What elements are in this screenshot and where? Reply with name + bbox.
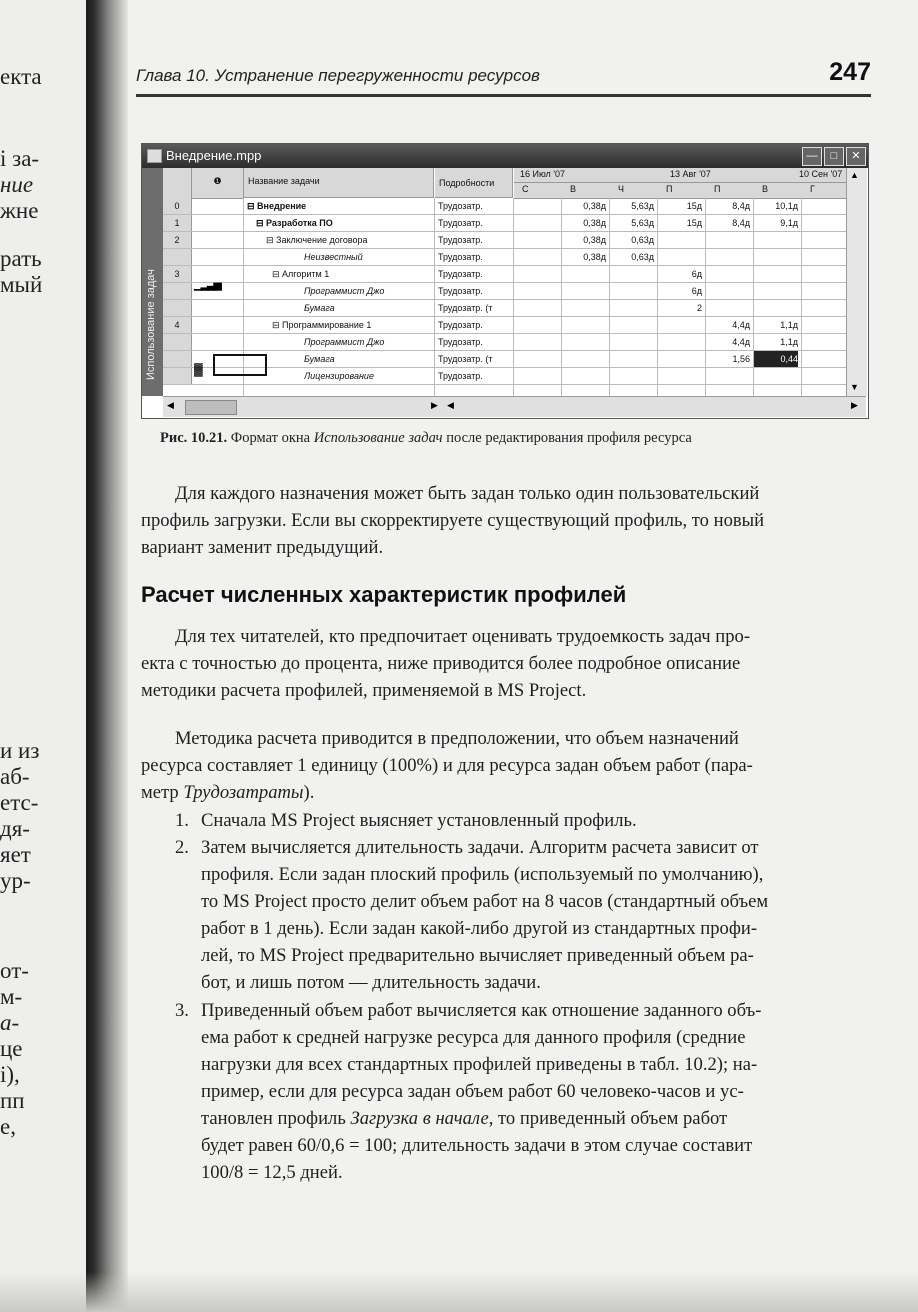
left-margin-line: ние [0,172,34,197]
work-value-cell[interactable] [514,232,558,248]
work-value-cell[interactable] [514,334,558,350]
task-row[interactable] [163,266,846,283]
list-number: 3. [175,1000,189,1021]
task-name-cell[interactable]: Неизвестный [304,252,363,262]
list-item-line: лей, то MS Project предварительно вычисляет приведенный объем ра- [201,945,754,966]
figure-caption [160,430,692,447]
row-id [163,351,192,367]
paragraph-line: екта с точностью до процента, ниже приводится более подробное описание [141,653,741,674]
row-id: 0 [163,198,192,214]
paragraph-line [141,782,314,804]
left-margin-line: і), [0,1062,20,1087]
details-cell[interactable]: Трудозатр. [438,320,483,330]
work-value-cell[interactable]: 0,38д [583,235,606,245]
timescale-header [514,168,846,199]
work-value-cell[interactable] [802,232,846,248]
list-item-line: будет равен 60/0,6 = 100; длительность задачи в этом случае составит [201,1135,753,1156]
left-margin-line: яет [0,842,31,867]
info-icon: ❶ [213,176,222,186]
work-value-cell[interactable] [562,266,606,282]
paragraph-line: Методика расчета приводится в предположении, что объем назначений [175,728,739,749]
work-value-cell[interactable]: 2 [696,303,702,313]
task-name-cell[interactable]: Программист Джо [304,337,385,347]
left-margin-line: м- [0,984,23,1009]
list-item-line: Сначала MS Project выясняет установленный профиль. [201,810,637,831]
figure-label: Рис. 10.21. [160,430,228,446]
text-run: тановлен профиль [201,1108,346,1129]
list-item-line: нагрузки для всех стандартных профилей приведены в табл. 10.2); на- [201,1054,758,1075]
view-bar [142,168,163,396]
work-value-cell[interactable] [514,266,558,282]
left-margin-line: аб- [0,764,30,789]
close-button[interactable]: ✕ [846,147,866,166]
work-value-cell[interactable]: 0,38д [583,218,606,228]
details-cell[interactable]: Трудозатр. [438,371,483,381]
work-value-cell[interactable] [514,317,558,333]
list-item-line: профиля. Если задан плоский профиль (используемый по умолчанию), [201,864,764,885]
text-run: ). [303,782,315,803]
work-value-cell[interactable] [706,283,750,299]
work-value-cell[interactable] [658,232,702,248]
left-margin-line: е, [0,1114,16,1139]
work-value-cell[interactable] [610,334,654,350]
task-row[interactable] [163,198,846,215]
timescale-week-label: 13 Авг '07 [670,169,711,179]
left-margin-line: екта [0,64,42,89]
bar-graph-indicator-icon: ▁▂▃▅ [194,279,220,291]
work-value-cell[interactable] [754,266,798,282]
row-id: 2 [163,232,192,248]
work-value-cell[interactable] [706,232,750,248]
work-value-cell[interactable] [562,368,606,384]
details-cell[interactable]: Трудозатр. [438,218,483,228]
task-row[interactable] [163,249,846,266]
row-id [163,283,192,299]
task-row[interactable] [163,215,846,232]
work-value-cell[interactable]: 9,1д [780,218,798,228]
task-name-column-header[interactable] [244,168,434,198]
timescale-day-label: В [570,184,577,194]
work-value-cell[interactable]: 6д [691,286,702,296]
work-value-cell[interactable] [514,198,558,214]
paragraph-line: Для каждого назначения может быть задан только один пользовательский [175,483,760,504]
work-value-cell[interactable] [706,368,750,384]
list-item-line: работ в 1 день). Если задан какой-либо другой из стандартных профи- [201,918,758,939]
text-run: , то приведенный объем работ [488,1108,728,1129]
work-value-cell[interactable]: 8,4д [732,218,750,228]
left-margin-line: етс- [0,790,39,815]
caption-text: после редактирования профиля ресурса [446,430,692,446]
list-item-line: 100/8 = 12,5 дней. [201,1162,343,1183]
left-margin-line: жне [0,198,39,223]
left-margin-line: це [0,1036,23,1061]
work-value-cell[interactable] [562,317,606,333]
caption-italic: Использование задач [313,430,443,446]
work-value-cell[interactable] [658,351,702,367]
task-name-cell[interactable]: Лицензирование [304,371,374,381]
details-header-label: Подробности [439,178,495,188]
work-value-cell[interactable]: 10,1д [775,201,798,211]
task-row[interactable] [163,334,846,351]
scroll-right-icon[interactable]: ▶ [431,400,438,410]
vertical-scrollbar[interactable] [846,168,867,396]
work-value-cell[interactable] [514,215,558,231]
left-margin-line: рать [0,246,42,271]
task-name-cell[interactable]: ⊟ Программирование 1 [272,320,372,330]
work-value-cell[interactable] [802,334,846,350]
left-margin-line: пп [0,1088,25,1113]
work-value-cell[interactable]: 15д [686,218,702,228]
work-value-cell[interactable] [658,334,702,350]
work-value-cell[interactable]: 15д [686,201,702,211]
details-cell[interactable]: Трудозатр. [438,201,483,211]
section-heading: Расчет численных характеристик профилей [141,582,627,607]
work-value-cell[interactable] [562,334,606,350]
text-run: метр [141,782,179,803]
work-value-cell[interactable] [706,249,750,265]
list-item-line: ема работ к средней нагрузке ресурса для данного профиля (средние [201,1027,746,1048]
work-value-cell[interactable] [514,351,558,367]
timescale-day-label: В [762,184,769,194]
chapter-title: Глава 10. Устранение перегруженности ресурсов [136,66,540,85]
work-value-cell[interactable] [754,249,798,265]
list-item-line: Затем вычисляется длительность задачи. Алгоритм расчета зависит от [201,837,759,858]
list-number: 2. [175,837,189,858]
work-value-cell[interactable] [802,215,846,231]
list-item-line: пример, если для ресурса задан объем работ 60 человеко-часов и ус- [201,1081,744,1102]
paragraph-line: Для тех читателей, кто предпочитает оценивать трудоемкость задач про- [175,626,751,647]
running-header [136,58,871,92]
timescale-day-label: Ч [618,184,624,194]
work-value-cell[interactable] [610,351,654,367]
row-id: 4 [163,317,192,333]
work-value-cell[interactable]: 4,4д [732,320,750,330]
scroll-thumb[interactable] [185,400,237,415]
details-cell[interactable]: Трудозатр. [438,235,483,245]
details-cell[interactable]: Трудозатр. (т [438,303,493,313]
work-value-cell[interactable] [514,368,558,384]
timescale-week-label: 16 Июл '07 [520,169,566,179]
header-rule [136,94,871,97]
task-usage-grid [163,168,846,396]
timescale-day-label: С [522,184,529,194]
work-value-cell[interactable] [802,198,846,214]
task-name-header-label: Название задачи [248,176,320,186]
work-value-cell[interactable] [706,300,750,316]
minimize-button[interactable]: — [802,147,822,166]
work-value-cell[interactable] [754,300,798,316]
scroll-up-icon[interactable]: ▲ [850,170,859,180]
row-id [163,334,192,350]
scroll-left-icon[interactable]: ◀ [167,400,174,410]
task-row[interactable] [163,283,846,300]
window-title: Внедрение.mpp [166,148,262,163]
left-margin-line: і за- [0,146,40,171]
task-name-cell[interactable]: ⊟ Заключение договора [266,235,368,245]
task-row[interactable] [163,232,846,249]
work-value-cell[interactable]: 6д [691,269,702,279]
task-name-cell[interactable]: ⊟ Разработка ПО [256,218,333,228]
window-titlebar [142,144,868,168]
indicator-column-header[interactable] [192,168,244,199]
work-value-cell[interactable]: 0,63д [631,252,654,262]
paragraph-line: методики расчета профилей, применяемой в MS Project. [141,680,587,701]
work-value-cell[interactable]: 0,63д [631,235,654,245]
left-margin-line: ур- [0,868,31,893]
work-value-cell[interactable] [610,283,654,299]
work-value-cell[interactable]: 1,1д [780,320,798,330]
book-gutter [86,0,128,1312]
scroll-down-icon[interactable]: ▼ [850,382,859,392]
work-value-cell[interactable]: 0,38д [583,252,606,262]
row-id [163,368,192,384]
work-value-cell[interactable] [658,368,702,384]
row-id [163,300,192,316]
work-value-cell[interactable] [562,351,606,367]
page-bottom-shadow [0,1272,918,1312]
work-value-cell[interactable]: 5,63д [631,218,654,228]
work-value-cell[interactable] [706,266,750,282]
left-margin-line: от- [0,958,29,983]
work-value-cell[interactable] [610,317,654,333]
work-value-cell[interactable] [754,283,798,299]
page-number: 247 [829,58,871,86]
work-value-cell[interactable] [658,317,702,333]
graph-indicator-icon: ▓ [194,362,203,376]
timescale-day-label: Г [810,184,815,194]
selected-cell-outline[interactable] [213,354,267,376]
work-value-cell[interactable] [754,232,798,248]
work-value-cell[interactable]: 1,56 [732,354,750,364]
id-column-header [163,168,192,199]
paragraph-line: вариант заменит предыдущий. [141,537,384,558]
task-name-cell[interactable]: ⊟ Внедрение [247,201,307,211]
details-column-header[interactable] [435,168,513,198]
work-value-cell[interactable] [514,300,558,316]
details-cell[interactable]: Трудозатр. (т [438,354,493,364]
work-value-cell[interactable] [610,266,654,282]
work-value-cell[interactable]: 0,44 [754,351,798,367]
project-file-icon [147,149,162,163]
work-value-cell[interactable] [514,283,558,299]
timescale-day-label: П [666,184,673,194]
timescale-week-label: 10 Сен '07 [799,169,843,179]
work-value-cell[interactable] [802,283,846,299]
work-value-cell[interactable] [610,300,654,316]
timescale-day-label: П [714,184,721,194]
list-item-line: Приведенный объем работ вычисляется как отношение заданного объ- [201,1000,762,1021]
scroll-right-icon[interactable]: ▶ [851,400,858,410]
previous-page-edge [0,0,90,1312]
work-value-cell[interactable] [802,368,846,384]
work-value-cell[interactable] [562,283,606,299]
left-margin-line: а- [0,1010,20,1035]
details-cell[interactable]: Трудозатр. [438,286,483,296]
details-cell[interactable]: Трудозатр. [438,337,483,347]
term-italic: Загрузка в начале [350,1108,489,1129]
details-cell[interactable]: Трудозатр. [438,269,483,279]
row-id: 3 [163,266,192,282]
task-row[interactable] [163,317,846,334]
list-number: 1. [175,810,189,831]
row-id: 1 [163,215,192,231]
work-value-cell[interactable]: 8,4д [732,201,750,211]
task-name-cell[interactable]: ⊟ Алгоритм 1 [272,269,330,279]
work-value-cell[interactable] [802,300,846,316]
work-value-cell[interactable] [802,317,846,333]
work-value-cell[interactable] [562,300,606,316]
scroll-left-icon[interactable]: ◀ [447,400,454,410]
work-value-cell[interactable]: 4,4д [732,337,750,347]
work-value-cell[interactable]: 5,63д [631,201,654,211]
list-item-line: то MS Project просто делит объем работ на 8 часов (стандартный объем [201,891,769,912]
details-cell[interactable]: Трудозатр. [438,252,483,262]
list-item-line [201,1108,727,1130]
task-usage-window [141,143,869,419]
view-name-label: Использование задач [145,269,157,380]
work-value-cell[interactable] [754,368,798,384]
left-margin-line: и из [0,738,40,763]
list-item-line: бот, и лишь потом — длительность задачи. [201,972,541,993]
row-id [163,249,192,265]
work-value-cell[interactable] [610,368,654,384]
work-value-cell[interactable]: 1,1д [780,337,798,347]
term-italic: Трудозатраты [183,782,304,803]
task-name-cell[interactable]: Программист Джо [304,286,385,296]
work-value-cell[interactable]: 0,38д [583,201,606,211]
paragraph-line: профиль загрузки. Если вы скорректируете существующий профиль, то новый [141,510,765,531]
work-value-cell[interactable] [802,351,846,367]
left-margin-line: мый [0,272,43,297]
horizontal-scrollbar[interactable] [163,396,866,417]
work-value-cell[interactable] [802,249,846,265]
task-row[interactable] [163,300,846,317]
maximize-button[interactable]: □ [824,147,844,166]
left-margin-line: дя- [0,816,30,841]
work-value-cell[interactable] [658,249,702,265]
task-name-cell[interactable]: Бумага [304,354,335,364]
task-name-cell[interactable]: Бумага [304,303,335,313]
work-value-cell[interactable] [514,249,558,265]
caption-text: Формат окна [230,430,311,446]
work-value-cell[interactable] [802,266,846,282]
paragraph-line: ресурса составляет 1 единицу (100%) и для ресурса задан объем работ (пара- [141,755,753,776]
